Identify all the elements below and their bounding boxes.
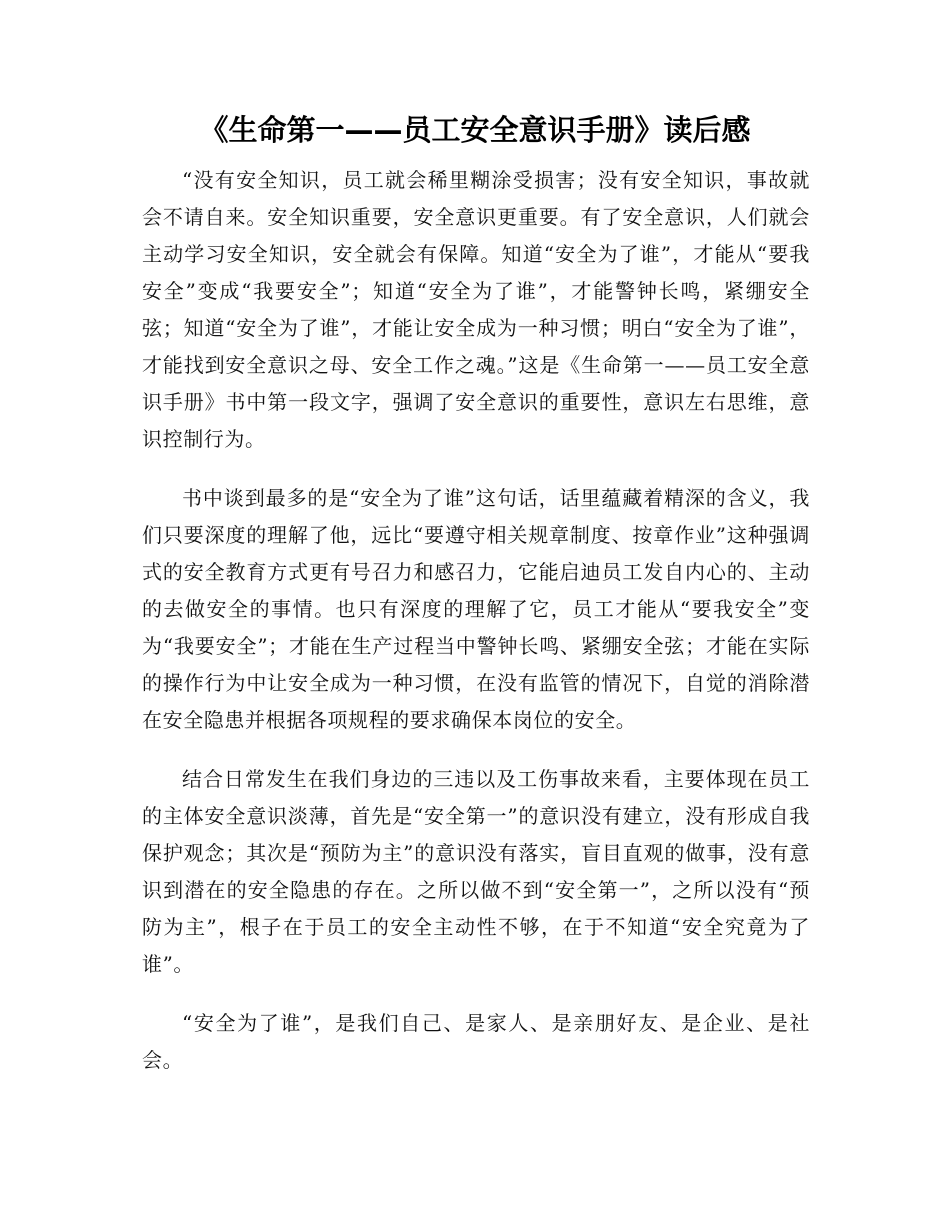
paragraph-4: “安全为了谁”，是我们自己、是家人、是亲朋好友、是企业、是社会。 [142,1011,810,1072]
paragraph-2: 书中谈到最多的是“安全为了谁”这句话，话里蕴藏着精深的含义，我们只要深度的理解了他，远比“要遵守相关规章制度、按章作业”这种强调式的安全教育方式更有号召力和感召力，它能启迪员工发自内心的、主动的去做安全的事情。也只有深度的理解了它，员工才能从“要我安全”变为“我要安全”；才能在生产过程当中警钟长鸣、紧绷安全弦；才能在实际的操作行为中让安全成为一种习惯，在没有监管的情况下，自觉的消除潜在安全隐患并根据各项规程的要求确保本岗位的安全。 [142,486,810,732]
document-title: 《生命第一——员工安全意识手册》读后感 [199,113,751,147]
document-body [142,162,810,1101]
paragraph-3: 结合日常发生在我们身边的三违以及工伤事故来看，主要体现在员工的主体安全意识淡薄，首先是“安全第一”的意识没有建立，没有形成自我保护观念；其次是“预防为主”的意识没有落实，盲目直观的做事，没有意识到潜在的安全隐患的存在。之所以做不到“安全第一”，之所以没有“预防为主”，根子在于员工的安全主动性不够，在于不知道“安全究竟为了谁”。 [142,767,810,976]
paragraph-1: “没有安全知识，员工就会稀里糊涂受损害；没有安全知识，事故就会不请自来。安全知识重要，安全意识更重要。有了安全意识，人们就会主动学习安全知识，安全就会有保障。知道“安全为了谁”，才能从“要我安全”变成“我要安全”；知道“安全为了谁”，才能警钟长鸣，紧绷安全弦；知道“安全为了谁”，才能让安全成为一种习惯；明白“安全为了谁”，才能找到安全意识之母、安全工作之魂。”这是《生命第一——员工安全意识手册》书中第一段文字，强调了安全意识的重要性，意识左右思维，意识控制行为。 [142,168,810,451]
